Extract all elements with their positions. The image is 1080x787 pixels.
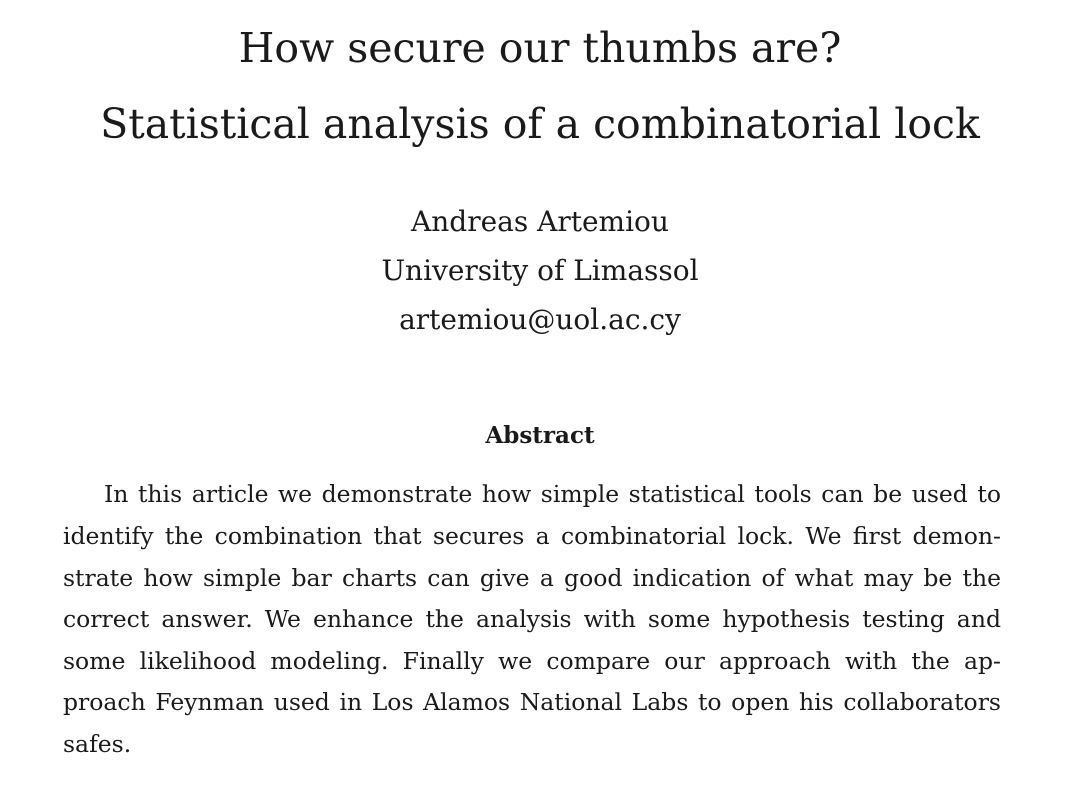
author-email: artemiou@uol.ac.cy (399, 303, 681, 336)
abstract-line: identify the combination that secures a combinatorial lock. We first demon- (63, 522, 1001, 550)
abstract-line: strate how simple bar charts can give a good indication of what may be the (63, 564, 1001, 592)
abstract-line: proach Feynman used in Los Alamos National Labs to open his collaborators (63, 688, 1001, 716)
abstract-line: safes. (63, 730, 132, 758)
abstract-line: some likelihood modeling. Finally we compare our approach with the ap- (63, 647, 1001, 675)
paper-title-line-2: Statistical analysis of a combinatorial lock (100, 100, 980, 148)
author-name: Andreas Artemiou (411, 205, 669, 238)
abstract-line: correct answer. We enhance the analysis with some hypothesis testing and (63, 605, 1001, 633)
abstract-line: In this article we demonstrate how simple statistical tools can be used to (104, 480, 1001, 508)
author-affiliation: University of Limassol (381, 254, 699, 287)
abstract-heading: Abstract (485, 422, 595, 449)
paper-title-line-1: How secure our thumbs are? (238, 24, 842, 72)
